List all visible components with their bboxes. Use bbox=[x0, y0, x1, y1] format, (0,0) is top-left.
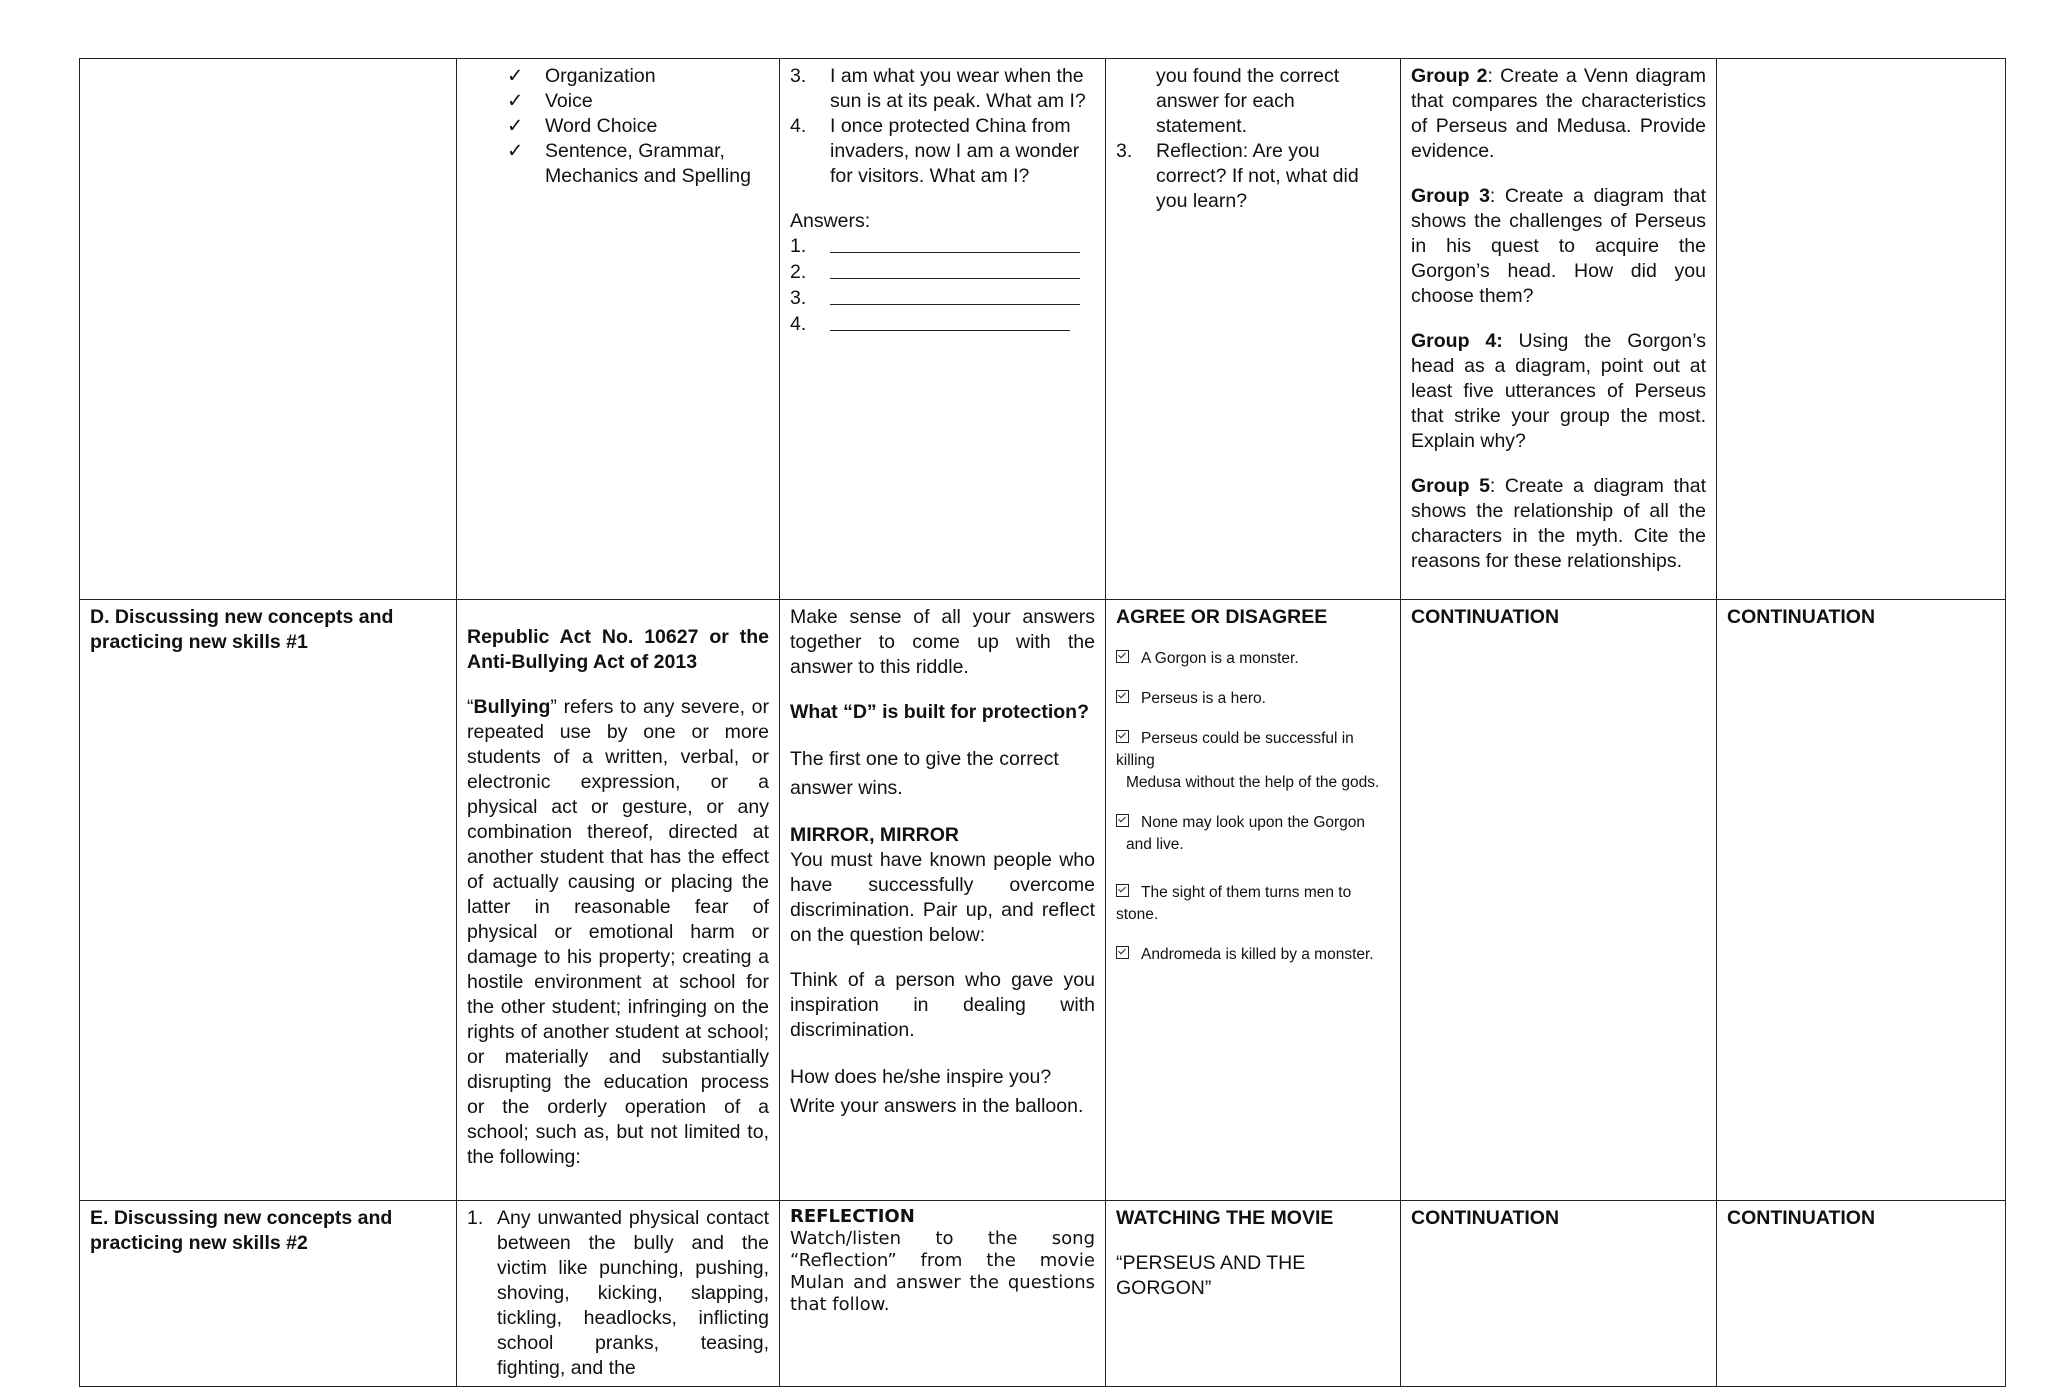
row-label-e: E. Discussing new concepts and practicing new skills #2 bbox=[80, 1201, 457, 1387]
step-list bbox=[1116, 139, 1390, 214]
riddle-question: What “D” is built for protection? bbox=[790, 701, 1089, 723]
check-icon: ✓ bbox=[507, 65, 524, 87]
movie-name: “PERSEUS AND THE GORGON” bbox=[1116, 1252, 1306, 1299]
movie-title: WATCHING THE MOVIE bbox=[1116, 1207, 1334, 1229]
answer-blanks bbox=[790, 234, 1095, 338]
row3-col6-cell: CONTINUATION bbox=[1717, 1201, 2006, 1387]
list-item bbox=[507, 64, 769, 89]
riddle-intro: Make sense of all your answers together to come up with the answer to this riddle. bbox=[790, 606, 1095, 678]
first-wins-text: The first one to give the correct answer wins. bbox=[790, 748, 1059, 799]
row3-col4-cell bbox=[1106, 1201, 1401, 1387]
list-item-text: Word Choice bbox=[545, 115, 658, 137]
reflection-title: REFLECTION bbox=[790, 1206, 915, 1227]
list-item: 3. Reflection: Are you correct? If not, what did you learn? bbox=[1116, 140, 1359, 212]
riddle-list bbox=[790, 64, 1095, 189]
table-row bbox=[80, 600, 2006, 1201]
statement-item: Perseus could be successful in killing Medusa without the help of the gods. bbox=[1116, 730, 1380, 791]
row3-col5-cell: CONTINUATION bbox=[1401, 1201, 1717, 1387]
row2-col6-cell: CONTINUATION bbox=[1717, 600, 2006, 1201]
row1-col6-cell bbox=[1717, 59, 2006, 600]
answer-line bbox=[830, 260, 1080, 279]
list-item: 4. I once protected China from invaders, now I am a wonder for visitors. What am I? bbox=[790, 115, 1080, 187]
list-item-text: Sentence, Grammar, Mechanics and Spelling bbox=[545, 140, 751, 187]
think-text: Think of a person who gave you inspiration in dealing with discrimination. bbox=[790, 969, 1095, 1041]
statement-item: Perseus is a hero. bbox=[1116, 688, 1390, 710]
check-icon: ✓ bbox=[507, 90, 524, 112]
statement-item: A Gorgon is a monster. bbox=[1116, 648, 1390, 670]
checked-box-icon bbox=[1116, 730, 1129, 743]
list-item: 3. bbox=[790, 286, 1095, 312]
statement-item: The sight of them turns men to stone. bbox=[1116, 884, 1352, 923]
row1-col3-cell bbox=[780, 59, 1106, 600]
checked-box-icon bbox=[1116, 946, 1129, 959]
bullying-definition: “Bullying” refers to any severe, or repeated use by one or more students of a written, verbal, or electronic expression, or a physical act or gesture, or any combination thereof, directed at another student that has the effect of actually causing or placing the latter in reasonable fear of physical or emotional harm or damage to his property; creating a hostile environment at school for the other student; infringing on the rights of another student at school; or materially and substantially disrupting the education process or the orderly operation of a school; such as, but not limited to, the following: bbox=[467, 696, 769, 1168]
list-item-text: Organization bbox=[545, 65, 656, 87]
row3-col2-cell bbox=[457, 1201, 780, 1387]
row1-col5-cell bbox=[1401, 59, 1717, 600]
row2-col2-cell bbox=[457, 600, 780, 1201]
list-item: 4. bbox=[790, 312, 1095, 338]
statement-item: Andromeda is killed by a monster. bbox=[1116, 944, 1390, 966]
row1-col2-cell bbox=[457, 59, 780, 600]
act-title: Republic Act No. 10627 or the Anti-Bullying Act of 2013 bbox=[467, 626, 769, 673]
statement-item: None may look upon the Gorgon and live. bbox=[1116, 812, 1390, 856]
row-label-d: D. Discussing new concepts and practicing new skills #1 bbox=[80, 600, 457, 1201]
checked-box-icon bbox=[1116, 884, 1129, 897]
row2-col3-cell bbox=[780, 600, 1106, 1201]
bullying-acts-list bbox=[467, 1206, 769, 1381]
answers-label: Answers: bbox=[790, 210, 871, 232]
checked-box-icon bbox=[1116, 650, 1129, 663]
checked-box-icon bbox=[1116, 814, 1129, 827]
list-item: 1. bbox=[790, 234, 1095, 260]
table-row bbox=[80, 1201, 2006, 1387]
how-text: How does he/she inspire you? Write your answers in the balloon. bbox=[790, 1066, 1084, 1117]
group-task: Group 3: Create a diagram that shows the challenges of Perseus in his quest to acquire the Gorgon’s head. How did you choose them? bbox=[1411, 185, 1706, 307]
reflection-body: Watch/listen to the song “Reflection” from the movie Mulan and answer the questions that follow. bbox=[790, 1228, 1095, 1315]
list-item: 3. I am what you wear when the sun is at its peak. What am I? bbox=[790, 65, 1086, 112]
row2-col5-cell: CONTINUATION bbox=[1401, 600, 1717, 1201]
lesson-plan-table bbox=[79, 58, 2006, 1387]
list-item bbox=[507, 139, 769, 189]
checked-box-icon bbox=[1116, 690, 1129, 703]
row1-col4-cell bbox=[1106, 59, 1401, 600]
check-icon: ✓ bbox=[507, 140, 524, 162]
table-row bbox=[80, 59, 2006, 600]
check-icon: ✓ bbox=[507, 115, 524, 137]
row1-label-cell bbox=[80, 59, 457, 600]
list-item: 1. Any unwanted physical contact between the bully and the victim like punching, pushing, shoving, kicking, slapping, tickling, headlocks, inflicting school pranks, teasing, fighting, and the bbox=[467, 1207, 769, 1379]
group-task: Group 2: Create a Venn diagram that compares the characteristics of Perseus and Medusa. Provide evidence. bbox=[1411, 65, 1706, 162]
list-item bbox=[507, 114, 769, 139]
list-item bbox=[507, 89, 769, 114]
checklist bbox=[467, 64, 769, 189]
group-task: Group 4: Using the Gorgon’s head as a diagram, point out at least five utterances of Perseus that strike your group the most. Explain why? bbox=[1411, 330, 1706, 452]
answer-line bbox=[830, 312, 1070, 331]
row3-col3-cell bbox=[780, 1201, 1106, 1387]
list-item-text: Voice bbox=[545, 90, 593, 112]
continued-text: you found the correct answer for each statement. bbox=[1156, 65, 1340, 137]
mirror-title: MIRROR, MIRROR bbox=[790, 824, 959, 846]
answer-line bbox=[830, 286, 1080, 305]
list-item: 2. bbox=[790, 260, 1095, 286]
answer-line bbox=[830, 234, 1080, 253]
group-task: Group 5: Create a diagram that shows the relationship of all the characters in the myth. Cite the reasons for these relationships. bbox=[1411, 475, 1706, 572]
row2-col4-cell bbox=[1106, 600, 1401, 1201]
agree-title: AGREE OR DISAGREE bbox=[1116, 606, 1328, 628]
mirror-body: You must have known people who have successfully overcome discrimination. Pair up, and reflect on the question below: bbox=[790, 849, 1095, 946]
